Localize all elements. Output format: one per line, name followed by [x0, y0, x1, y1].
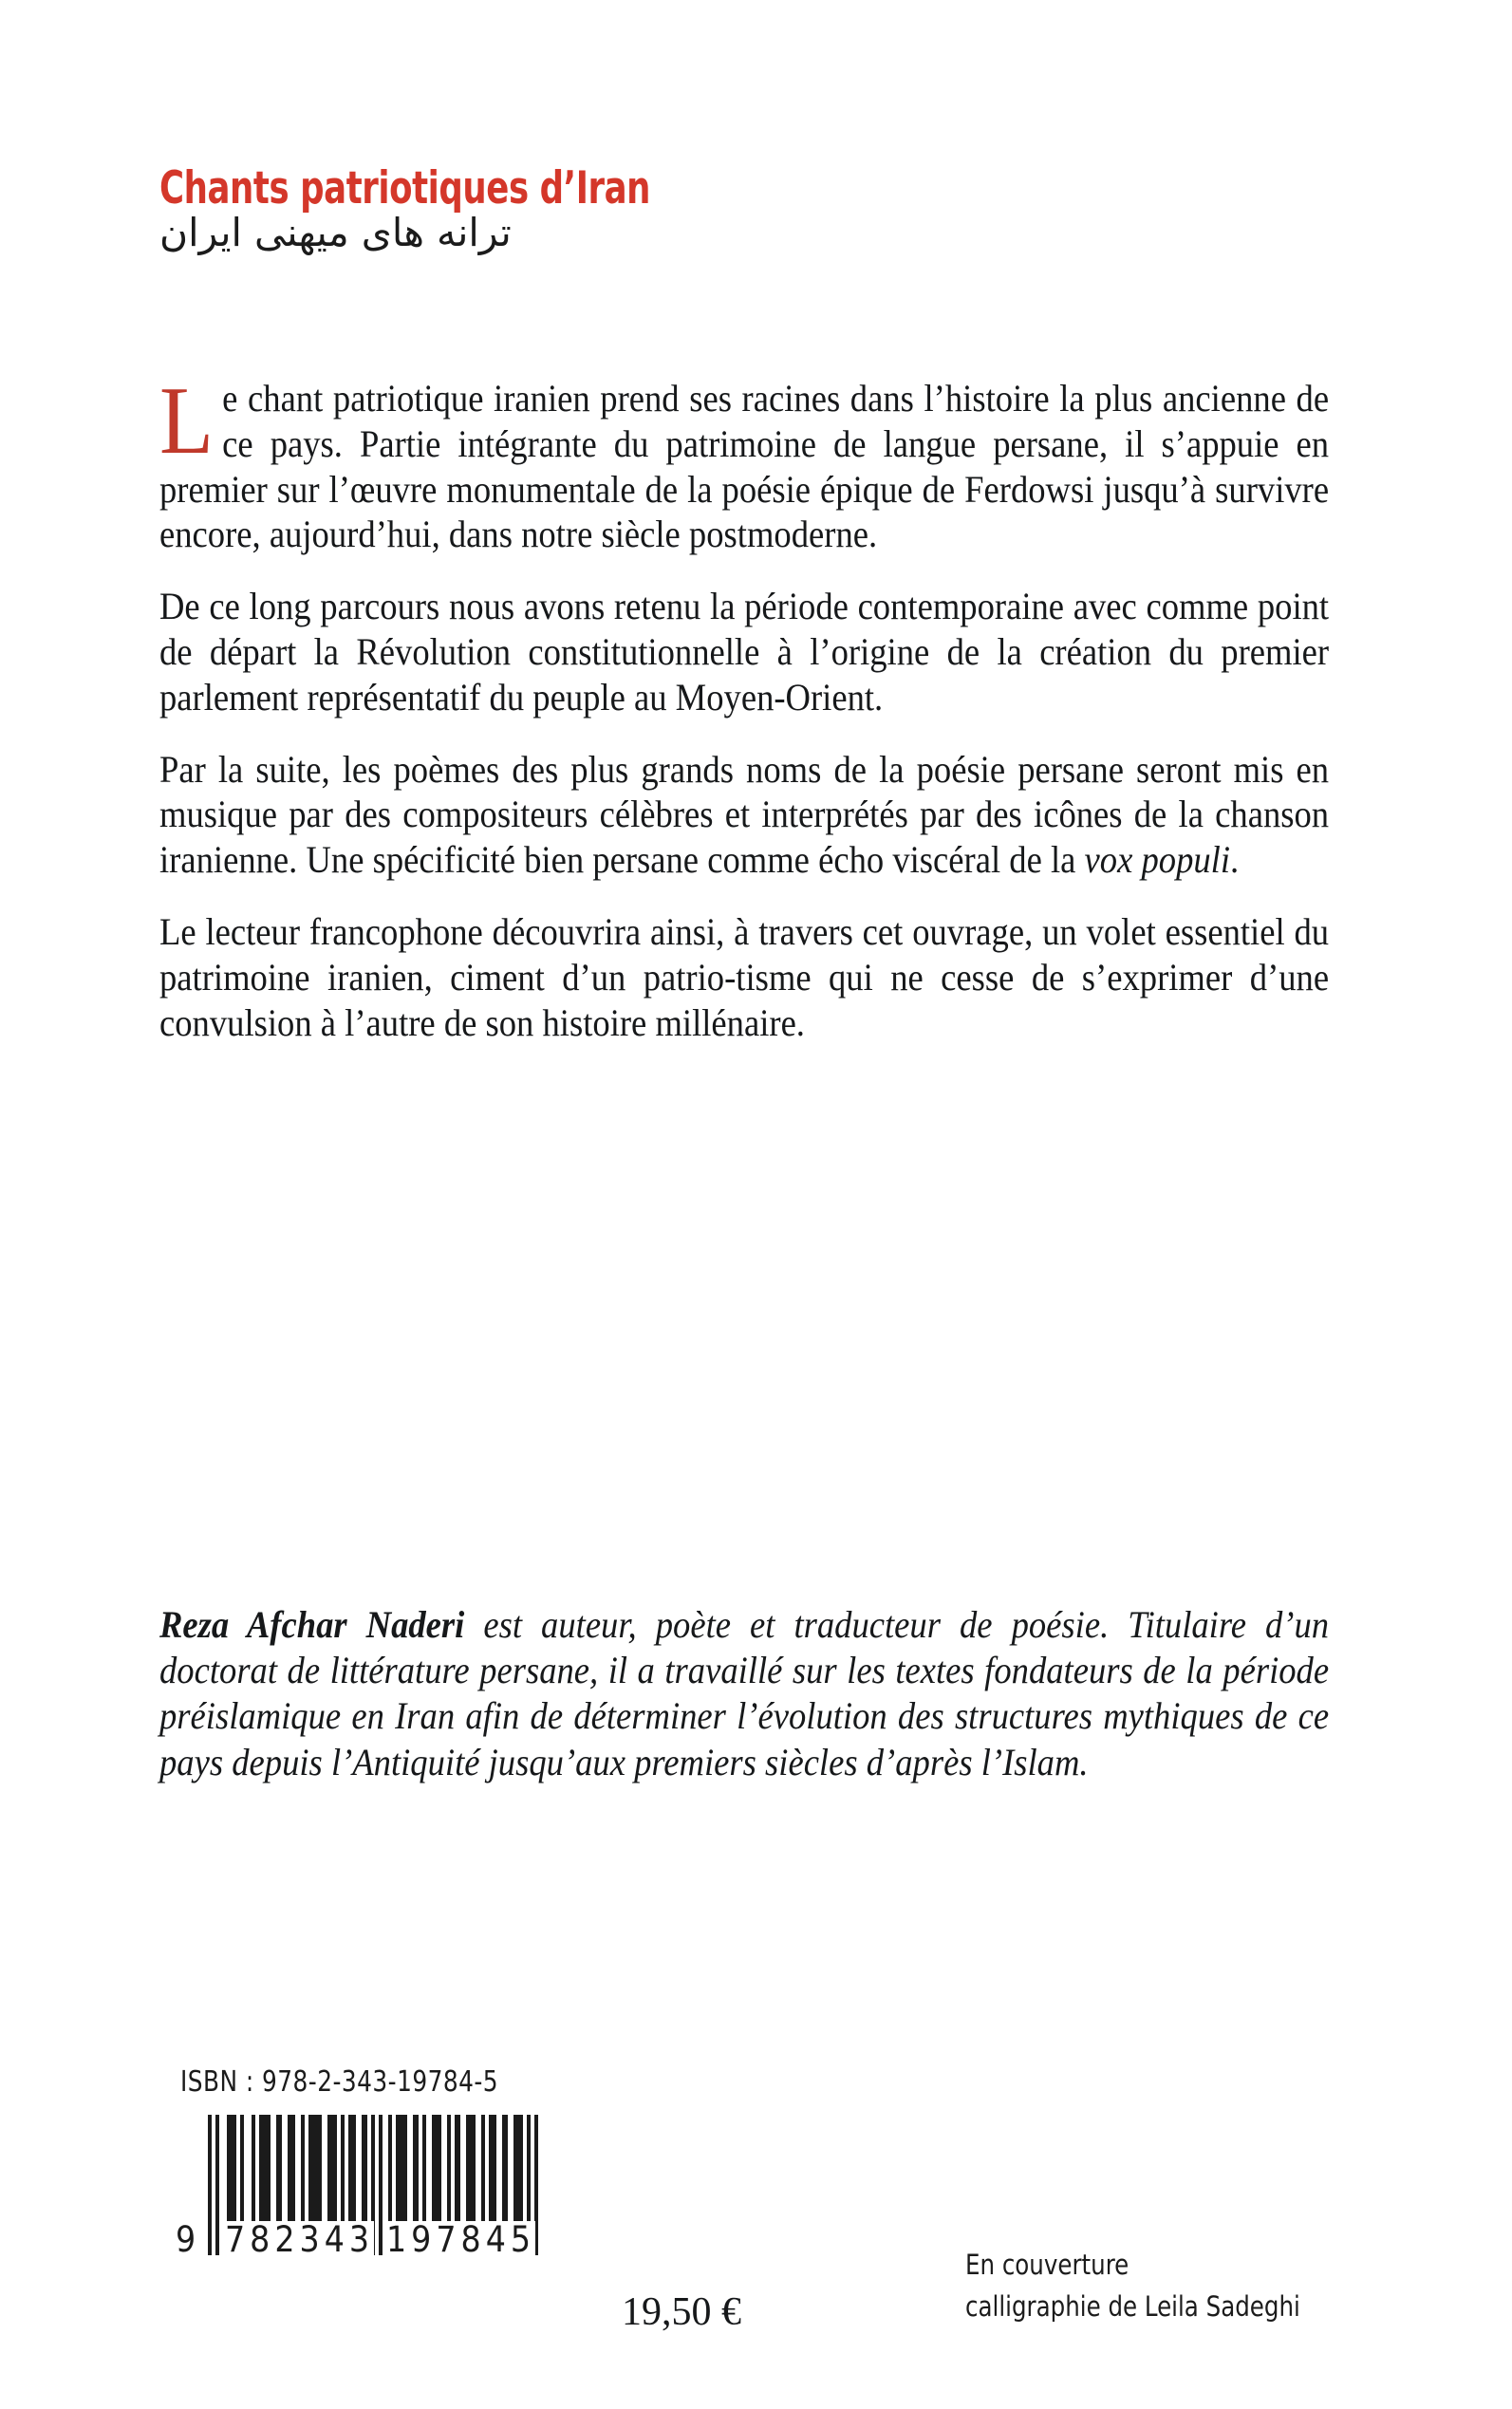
title-block	[159, 162, 1355, 255]
isbn-label: ISBN : 978-2-343-19784-5	[180, 2065, 499, 2099]
barcode-digits	[176, 2221, 538, 2259]
blurb-paragraph-3-part1: Par la suite, les poèmes des plus grands noms de la poésie persane seront mis en musique par des compositeurs célèbres et interprétés par des icônes de la chanson iranienne. Une spécificité bien persane comme écho viscéral de la	[159, 747, 1330, 882]
blurb-paragraph-3	[159, 747, 1329, 883]
author-bio-text: est auteur, poète et traducteur de poésie. Titulaire d’un doctorat de littérature persane, il a travaillé sur les textes fondateurs de la période préislamique en Iran afin de déterminer l’évolution des structures mythiques de ce pays depuis l’Antiquité jusqu’aux premiers siècles d’après l’Islam.	[159, 1603, 1330, 1783]
barcode-lead-digit: 9	[176, 2219, 196, 2260]
cover-credit-line-1: En couverture	[965, 2249, 1129, 2281]
price: 19,50 €	[622, 2290, 741, 2334]
barcode	[176, 2115, 546, 2260]
page-title: Chants patriotiques d’Iran	[159, 162, 651, 215]
blurb-text	[159, 367, 1330, 1045]
cover-credit-line-2: calligraphie de Leila Sadeghi	[965, 2289, 1300, 2323]
author-name: Reza Afchar Naderi	[159, 1603, 465, 1646]
latin-phrase-vox-populi: vox populi	[1084, 838, 1231, 882]
blurb-paragraph-4: Le lecteur francophone découvrira ainsi, à travers cet ouvrage, un volet essentiel du patrimoine iranien, ciment d’un patrio-tisme qui ne cesse de s’exprimer d’une convulsion à l’autre de son histoire millénaire.	[159, 909, 1330, 1044]
author-bio	[159, 1602, 1329, 1785]
blurb-paragraph-1	[159, 367, 1330, 557]
barcode-group-right: 197845	[386, 2219, 536, 2260]
drop-cap-letter: L	[159, 367, 215, 475]
blurb-paragraph-1-text: e chant patriotique iranien prend ses racines dans l’histoire la plus ancienne de ce pays. Partie intégrante du patrimoine de langue persane, il s’appuie en premier sur l’œuvre monumentale de la poésie épique de Ferdowsi jusqu’à survivre encore, aujourd’hui, dans notre siècle postmoderne.	[159, 377, 1330, 556]
barcode-group-left: 782343	[225, 2219, 375, 2260]
page-title-persian: ترانه های میهنی ایران	[159, 210, 512, 255]
cover-credit	[965, 2245, 1340, 2327]
blurb-paragraph-2: De ce long parcours nous avons retenu la période contemporaine avec comme point de départ la Révolution constitutionnelle à l’origine de la création du premier parlement représentatif du peuple au Moyen-Orient.	[159, 585, 1330, 719]
author-bio-paragraph	[159, 1602, 1329, 1785]
blurb-paragraph-3-part2: .	[1230, 838, 1240, 882]
barcode-bars	[176, 2115, 538, 2260]
